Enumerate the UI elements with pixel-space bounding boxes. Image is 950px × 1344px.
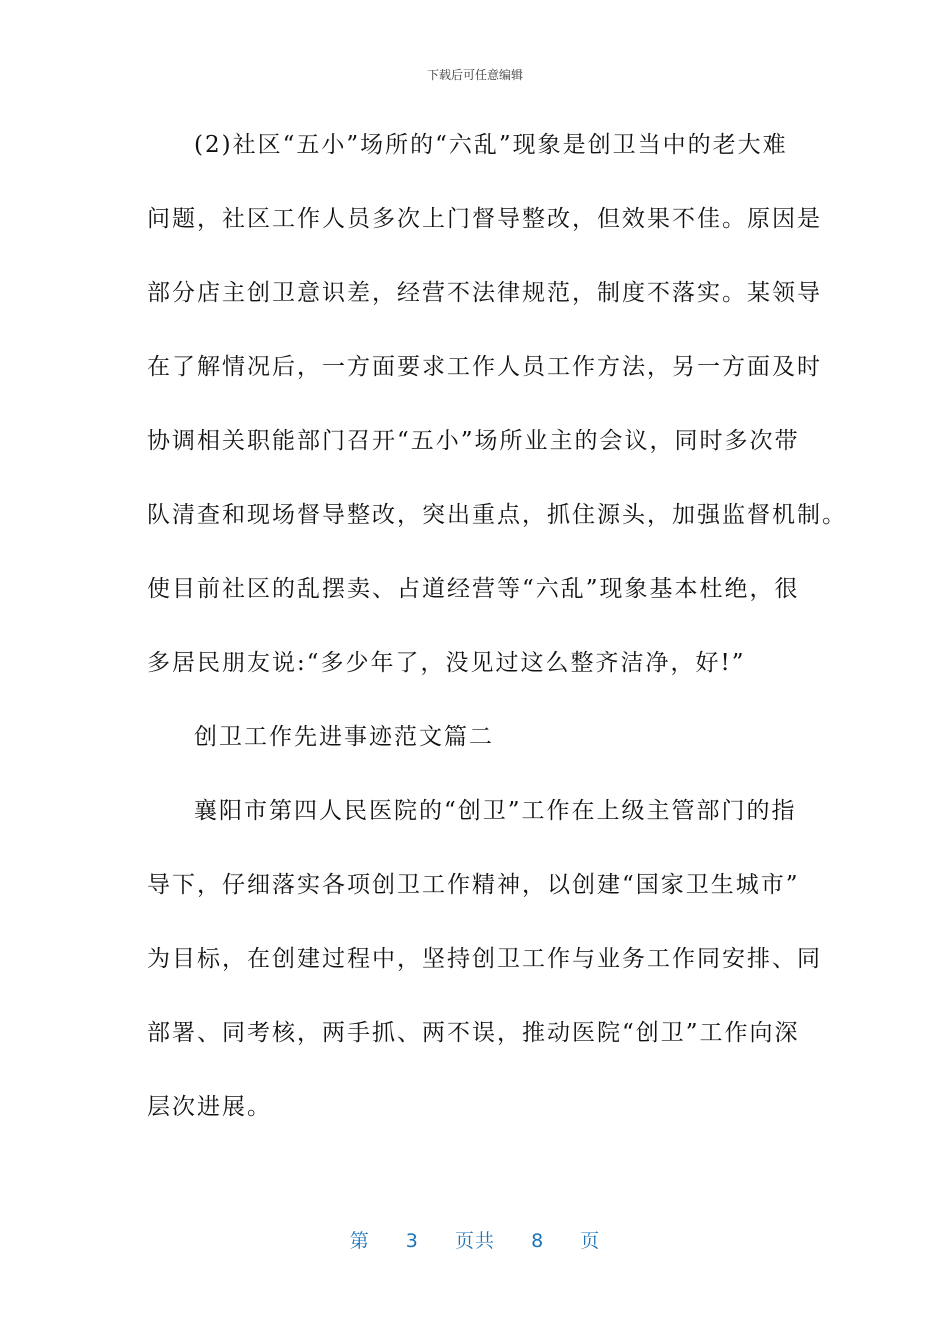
paragraph-line: 层次进展。	[147, 1094, 272, 1120]
paragraph-line: 多居民朋友说:“多少年了，没见过这么整齐洁净，好!”	[147, 650, 746, 676]
total-page-number: 8	[531, 1230, 545, 1252]
section-heading: 创卫工作先进事迹范文篇二	[194, 724, 494, 750]
page-footer	[0, 1226, 950, 1253]
document-body	[147, 108, 847, 1144]
paragraph-line: 为目标，在创建过程中，坚持创卫工作与业务工作同安排、同	[147, 946, 822, 972]
paragraph-line: 使目前社区的乱摆卖、占道经营等“六乱”现象基本杜绝，很	[147, 576, 800, 602]
paragraph-line: 导下，仔细落实各项创卫工作精神，以创建“国家卫生城市”	[147, 872, 800, 898]
current-page-number: 3	[405, 1230, 419, 1252]
paragraph-line: 协调相关职能部门召开“五小”场所业主的会议，同时多次带	[147, 428, 800, 454]
paragraph-line: 队清查和现场督导整改，突出重点，抓住源头，加强监督机制。	[147, 502, 847, 528]
paragraph-line: 部署、同考核，两手抓、两不误，推动医院“创卫”工作向深	[147, 1020, 800, 1046]
paragraph-line: 襄阳市第四人民医院的“创卫”工作在上级主管部门的指	[194, 798, 797, 824]
footer-prefix: 第	[349, 1230, 370, 1252]
footer-suffix: 页	[580, 1230, 601, 1252]
paragraph-line: 部分店主创卫意识差，经营不法律规范，制度不落实。某领导	[147, 280, 822, 306]
footer-middle: 页共	[454, 1230, 495, 1252]
paragraph-line: (2)社区“五小”场所的“六乱”现象是创卫当中的老大难	[194, 132, 788, 158]
paragraph-line: 在了解情况后，一方面要求工作人员工作方法，另一方面及时	[147, 354, 822, 380]
header-note: 下载后可任意编辑	[426, 68, 523, 82]
paragraph-line: 问题，社区工作人员多次上门督导整改，但效果不佳。原因是	[147, 206, 822, 232]
